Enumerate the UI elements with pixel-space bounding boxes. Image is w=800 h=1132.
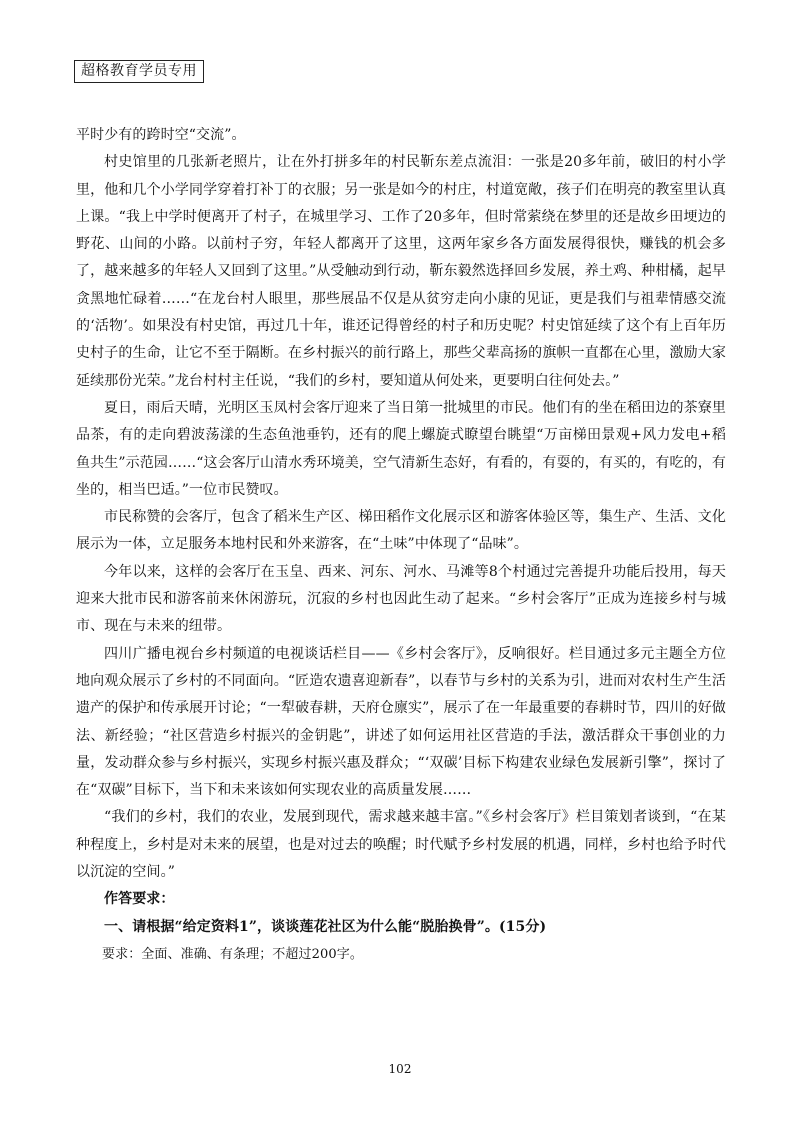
header-label: 超格教育学员专用 [74, 60, 204, 83]
paragraph-continuation: 平时少有的跨时空“交流”。 [76, 127, 246, 143]
paragraph: 四川广播电视台乡村频道的电视谈话栏目——《乡村会客厅》，反响很好。栏目通过多元主题全方位地向观众展示了乡村的不同面向。“匠造农遗喜迎新春”，以春节与乡村的关系为引，进而对农村生产生活遗产的保护和传承展开讨论；“一犁破春耕，天府仓廪实”，展示了在一年最重要的春耕时节，四川的好做法、新经验；“社区营造乡村振兴的金钥匙”，讲述了如何运用社区营造的手法，激活群众干事创业的力量，发动群众参与乡村振兴，实现乡村振兴惠及群众；“‘双碳’目标下构建农业绿色发展新引擎”，探讨了在“双碳”目标下，当下和未来该如何实现农业的高质量发展…… [76, 645, 726, 799]
document-body [76, 122, 726, 968]
paragraph: 夏日，雨后天晴，光明区玉凤村会客厅迎来了当日第一批城里的市民。他们有的坐在稻田边的茶寮里品茶，有的走向碧波荡漾的生态鱼池垂钓，还有的爬上螺旋式瞭望台眺望“万亩梯田景观+风力发电+稻鱼共生”示范园……“这会客厅山清水秀环境美，空气清新生态好，有看的，有耍的，有买的，有吃的，有坐的，相当巴适。”一位市民赞叹。 [76, 399, 726, 498]
paragraph: 今年以来，这样的会客厅在玉皇、西来、河东、河水、马滩等8个村通过完善提升功能后投用，每天迎来大批市民和游客前来休闲游玩，沉寂的乡村也因此生动了起来。“乡村会客厅”正成为连接乡村与城市、现在与未来的纽带。 [76, 563, 726, 635]
question-text: 一、请根据“给定资料1”，谈谈莲花社区为什么能“脱胎换骨”。(15分) [104, 918, 547, 935]
paragraph: 市民称赞的会客厅，包含了稻米生产区、梯田稻作文化展示区和游客体验区等，集生产、生活、文化展示为一体，立足服务本地村民和外来游客，在“土味”中体现了“品味”。 [76, 509, 726, 553]
requirement-text: 要求：全面、准确、有条理；不超过200字。 [102, 946, 363, 962]
paragraph: “我们的乡村，我们的农业，发展到现代，需求越来越丰富。”《乡村会客厅》栏目策划者谈到，“在某种程度上，乡村是对未来的展望，也是对过去的唤醒；时代赋予乡村发展的机遇，同样，乡村也给予时代以沉淀的空间。” [76, 809, 726, 881]
page-number: 102 [388, 1062, 412, 1076]
paragraph: 村史馆里的几张新老照片，让在外打拼多年的村民靳东差点流泪：一张是20多年前，破旧的村小学里，他和几个小学同学穿着打补丁的衣服；另一张是如今的村庄，村道宽敞，孩子们在明亮的教室里认真上课。“我上中学时便离开了村子，在城里学习、工作了20多年，但时常萦绕在梦里的还是故乡田埂边的野花、山间的小路。以前村子穷，年轻人都离开了这里，这两年家乡各方面发展得很快，赚钱的机会多了，越来越多的年轻人又回到了这里。”从受触动到行动，靳东毅然选择回乡发展，养土鸡、种柑橘，起早贪黑地忙碌着……“在龙台村人眼里，那些展品不仅是从贫穷走向小康的见证，更是我们与祖辈情感交流的‘活物’。如果没有村史馆，再过几十年，谁还记得曾经的村子和历史呢？村史馆延续了这个有上百年历史村子的生命，让它不至于隔断。在乡村振兴的前行路上，那些父辈高扬的旗帜一直都在心里，激励大家延续那份光荣。”龙台村村主任说，“我们的乡村，要知道从何处来，更要明白往何处去。” [76, 154, 726, 389]
requirements-heading: 作答要求： [104, 891, 175, 908]
